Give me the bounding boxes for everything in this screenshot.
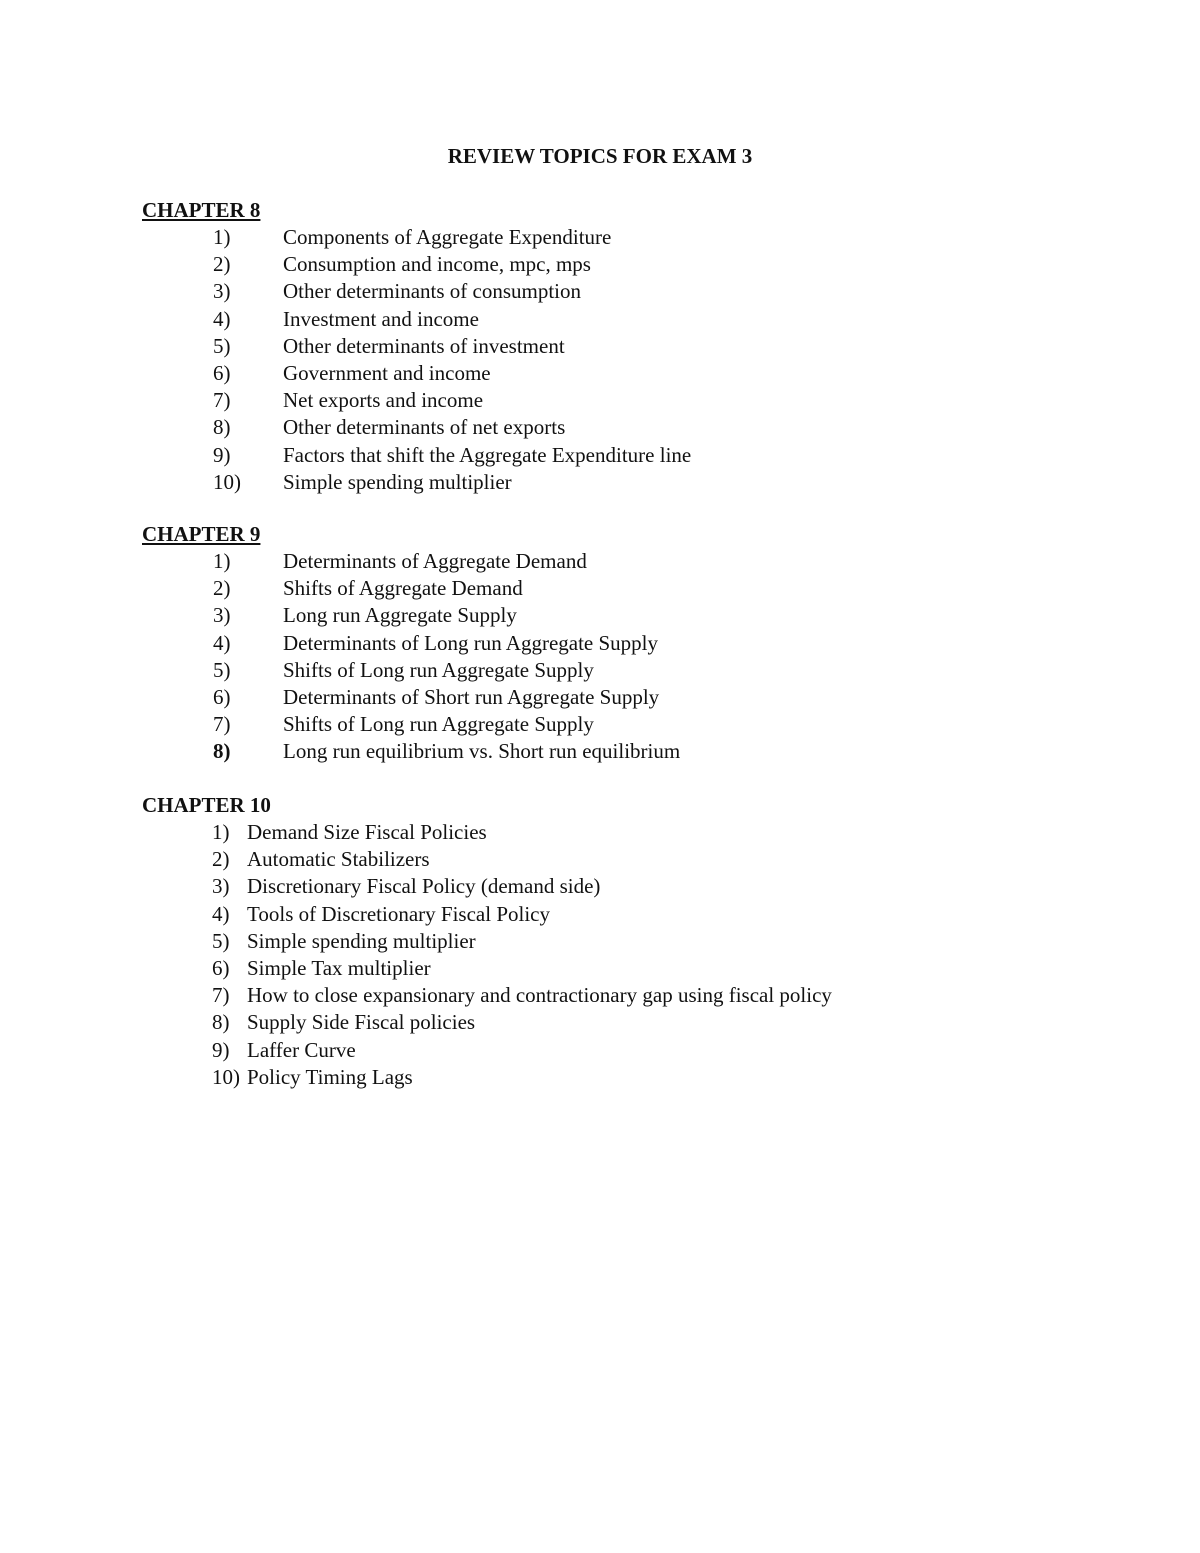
chapter-9-section (142, 521, 1142, 766)
list-item (142, 278, 1142, 305)
item-text: Determinants of Aggregate Demand (283, 549, 587, 573)
item-number: 4) (212, 901, 230, 926)
chapter-9-topic-list (142, 548, 1142, 766)
item-text: Demand Size Fiscal Policies (247, 820, 487, 844)
item-text: Laffer Curve (247, 1037, 356, 1062)
item-number: 10) (213, 469, 241, 494)
list-item (142, 846, 1142, 873)
list-item (142, 819, 1142, 846)
item-number: 8) (212, 1010, 230, 1035)
item-text: Long run Aggregate Supply (283, 603, 517, 628)
item-text: Components of Aggregate Expenditure (283, 225, 612, 249)
item-number: 1) (213, 225, 231, 249)
item-text: Shifts of Long run Aggregate Supply (283, 657, 594, 682)
item-number: 7) (213, 712, 231, 737)
item-text: Shifts of Aggregate Demand (283, 576, 523, 601)
item-number: 5) (212, 928, 230, 953)
list-item (142, 442, 1142, 469)
item-text: Determinants of Long run Aggregate Supply (283, 630, 659, 655)
list-item (142, 873, 1142, 900)
item-text: Long run equilibrium vs. Short run equilibrium (283, 739, 681, 764)
list-item (142, 684, 1142, 711)
item-number: 6) (212, 955, 230, 980)
item-text: Tools of Discretionary Fiscal Policy (247, 901, 550, 926)
list-item (142, 387, 1142, 414)
item-number: 7) (212, 983, 230, 1008)
list-item (142, 738, 1142, 765)
list-item (142, 1064, 1142, 1091)
item-number: 3) (213, 279, 231, 304)
item-text: Simple spending multiplier (283, 469, 512, 494)
item-number: 8) (213, 415, 231, 440)
list-item (142, 955, 1142, 982)
item-number: 6) (213, 684, 231, 709)
list-item (142, 657, 1142, 684)
item-number: 3) (212, 874, 230, 899)
item-number: 9) (213, 442, 231, 467)
chapter-9-heading: CHAPTER 9 (142, 522, 261, 546)
item-number: 4) (213, 306, 231, 331)
list-item (142, 414, 1142, 441)
chapter-8-topic-list (142, 224, 1142, 496)
list-item (142, 711, 1142, 738)
item-number: 5) (213, 657, 231, 682)
chapter-8-section (142, 197, 1142, 496)
chapter-10-section (142, 792, 1142, 1091)
item-number: 2) (212, 847, 230, 872)
item-text: Determinants of Short run Aggregate Supply (283, 684, 660, 709)
list-item (142, 251, 1142, 278)
item-text: Supply Side Fiscal policies (247, 1010, 476, 1035)
list-item (142, 575, 1142, 602)
list-item (142, 224, 1142, 251)
item-number: 1) (213, 549, 231, 573)
item-text: Investment and income (283, 306, 479, 331)
item-text: Other determinants of net exports (283, 415, 566, 440)
item-number: 9) (212, 1037, 230, 1062)
item-text: Automatic Stabilizers (247, 847, 430, 872)
item-number: 5) (213, 333, 231, 358)
item-text: Discretionary Fiscal Policy (demand side) (247, 874, 601, 899)
list-item (142, 901, 1142, 928)
item-text: Shifts of Long run Aggregate Supply (283, 712, 594, 737)
item-number: 7) (213, 388, 231, 413)
item-text: Policy Timing Lags (247, 1064, 413, 1089)
list-item (142, 982, 1142, 1009)
item-text: Factors that shift the Aggregate Expenditure line (283, 442, 692, 467)
item-text: Other determinants of investment (283, 333, 565, 358)
chapter-8-heading: CHAPTER 8 (142, 198, 261, 222)
item-text: Consumption and income, mpc, mps (283, 252, 591, 277)
list-item (142, 602, 1142, 629)
list-item (142, 1037, 1142, 1064)
item-number: 10) (212, 1064, 240, 1089)
item-text: Net exports and income (283, 388, 484, 413)
item-text: Simple Tax multiplier (247, 955, 431, 980)
list-item (142, 360, 1142, 387)
chapter-10-topic-list (142, 819, 1142, 1091)
item-number: 6) (213, 360, 231, 385)
item-text: Government and income (283, 360, 491, 385)
item-number: 2) (213, 252, 231, 277)
item-number: 2) (213, 576, 231, 601)
list-item (142, 333, 1142, 360)
chapter-10-heading: CHAPTER 10 (142, 793, 271, 817)
item-text: Simple spending multiplier (247, 928, 476, 953)
item-number: 8) (213, 739, 231, 764)
item-text: How to close expansionary and contractionary gap using fiscal policy (247, 983, 832, 1008)
item-number: 3) (213, 603, 231, 628)
list-item (142, 548, 1142, 575)
list-item (142, 630, 1142, 657)
list-item (142, 469, 1142, 496)
list-item (142, 1009, 1142, 1036)
item-number: 1) (212, 820, 230, 844)
list-item (142, 928, 1142, 955)
list-item (142, 306, 1142, 333)
item-text: Other determinants of consumption (283, 279, 582, 304)
item-number: 4) (213, 630, 231, 655)
page-title: REVIEW TOPICS FOR EXAM 3 (447, 144, 753, 168)
